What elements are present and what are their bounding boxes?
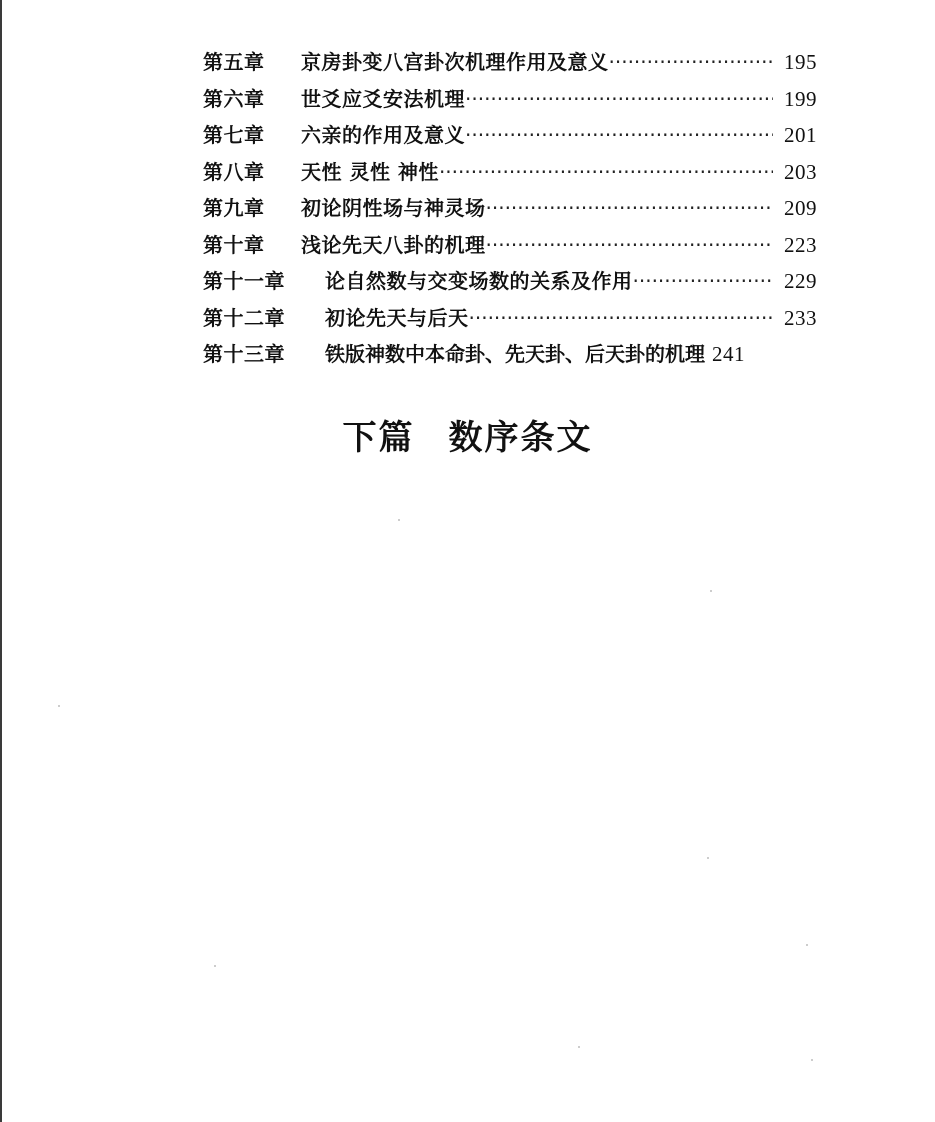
scan-speck — [707, 857, 709, 859]
chapter-title: 铁版神数中本命卦、先天卦、后天卦的机理 — [325, 342, 705, 366]
scan-speck — [398, 519, 400, 521]
chapter-title: 浅论先天八卦的机理 — [301, 232, 486, 257]
section-title: 数序条文 — [448, 418, 593, 458]
page-number: 209 — [784, 196, 817, 220]
dot-leader — [633, 269, 774, 293]
scan-speck — [58, 705, 60, 707]
chapter-number: 第十三章 — [203, 342, 285, 366]
page-number: 233 — [784, 305, 817, 330]
page-number: 199 — [784, 86, 817, 111]
chapter-number: 第七章 — [203, 123, 265, 147]
dot-leader — [486, 196, 774, 220]
scan-speck — [710, 590, 712, 592]
chapter-number: 第九章 — [203, 196, 265, 220]
section-heading — [0, 410, 935, 459]
part-label: 下篇 — [342, 418, 415, 458]
chapter-number: 第十一章 — [203, 269, 285, 293]
dot-leader — [439, 160, 773, 184]
table-of-contents — [203, 46, 817, 375]
toc-entry — [203, 338, 817, 375]
toc-entry — [203, 302, 817, 339]
toc-entry — [203, 46, 817, 83]
chapter-number: 第十章 — [203, 232, 265, 257]
toc-entry — [203, 265, 817, 302]
chapter-number: 第六章 — [203, 86, 265, 111]
toc-entry — [203, 83, 817, 120]
dot-leader — [469, 306, 774, 330]
scan-speck — [811, 1059, 813, 1061]
chapter-number: 第八章 — [203, 159, 265, 184]
scan-speck — [806, 944, 808, 946]
page-edge — [0, 0, 2, 1122]
dot-leader — [465, 123, 773, 147]
scan-speck — [578, 1046, 580, 1048]
page-number: 203 — [784, 159, 817, 184]
dot-leader — [486, 233, 774, 257]
chapter-number: 第五章 — [203, 50, 265, 74]
toc-entry — [203, 156, 817, 193]
page-number: 241 — [712, 342, 745, 366]
toc-entry — [203, 192, 817, 229]
dot-leader — [609, 50, 774, 74]
toc-entry — [203, 119, 817, 156]
chapter-title: 论自然数与交变场数的关系及作用 — [325, 269, 633, 293]
dot-leader — [465, 87, 773, 111]
page-number: 195 — [784, 50, 817, 74]
chapter-title: 初论先天与后天 — [325, 305, 469, 330]
chapter-title: 世爻应爻安法机理 — [301, 86, 465, 111]
toc-entry — [203, 229, 817, 266]
chapter-title: 京房卦变八宫卦次机理作用及意义 — [301, 50, 609, 74]
scan-speck — [214, 965, 216, 967]
chapter-title: 初论阴性场与神灵场 — [301, 196, 486, 220]
chapter-number: 第十二章 — [203, 305, 285, 330]
page-number: 223 — [784, 232, 817, 257]
chapter-title: 六亲的作用及意义 — [301, 123, 465, 147]
chapter-title: 天性 灵性 神性 — [301, 159, 439, 184]
page-number: 229 — [784, 269, 817, 293]
page-number: 201 — [784, 123, 817, 147]
